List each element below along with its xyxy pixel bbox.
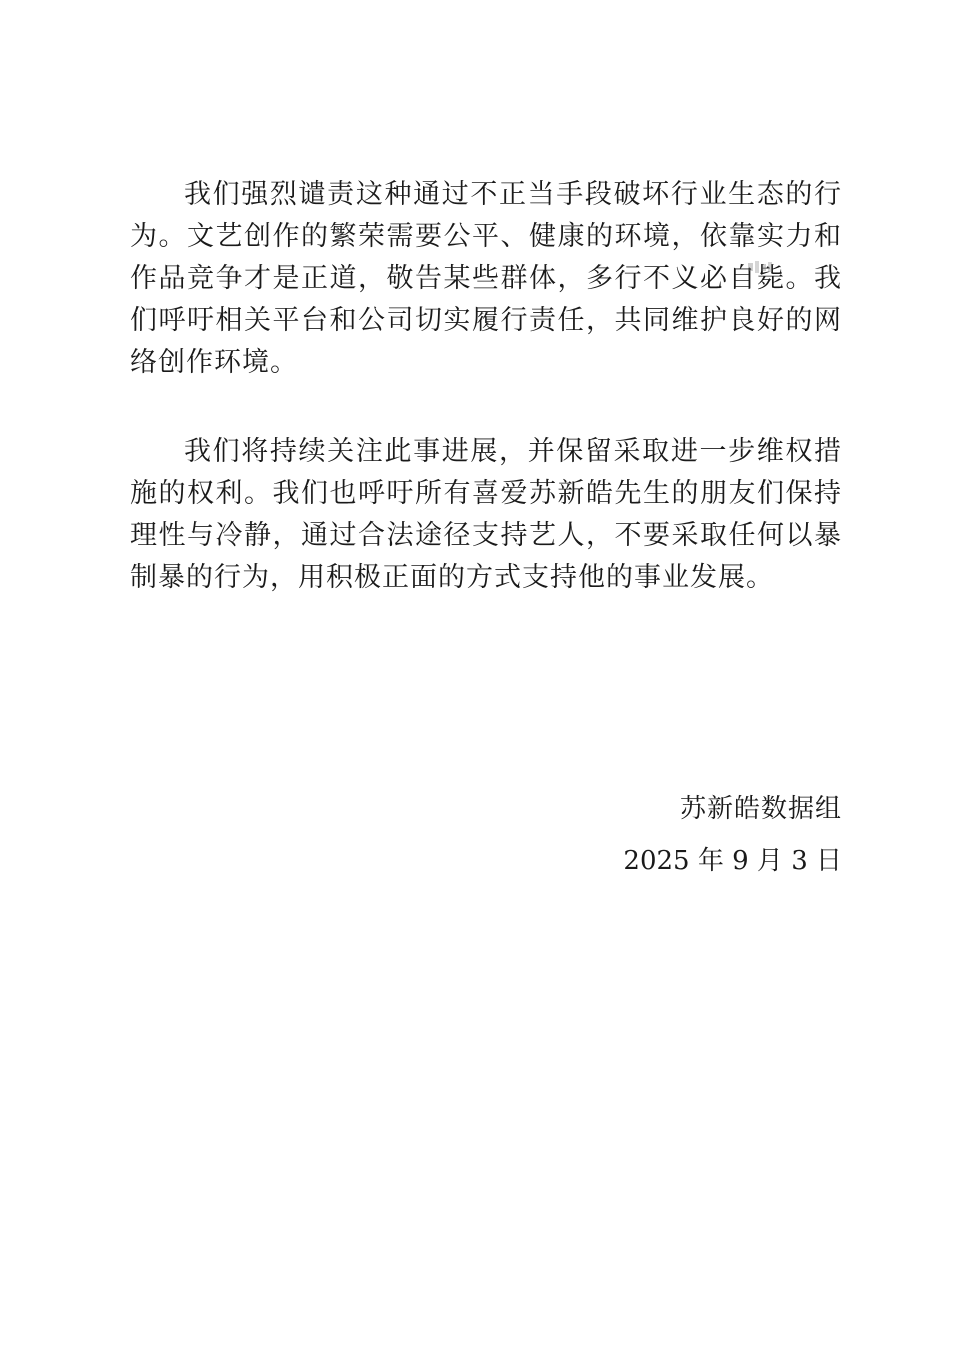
watermark-icon bbox=[747, 260, 773, 274]
statement-paragraph-1: 我们强烈谴责这种通过不正当手段破坏行业生态的行为。文艺创作的繁荣需要公平、健康的环境，依靠实力和作品竞争才是正道，敬告某些群体，多行不义必自毙。我们呼吁相关平台和公司切实履行责任，共同维护良好的网络创作环境。 bbox=[130, 179, 842, 378]
statement-paragraph-2: 我们将持续关注此事进展，并保留采取进一步维权措施的权利。我们也呼吁所有喜爱苏新皓先生的朋友们保持理性与冷静，通过合法途径支持艺人，不要采取任何以暴制暴的行为，用积极正面的方式支持他的事业发展。 bbox=[130, 436, 842, 593]
signature-organization: 苏新皓数据组 bbox=[679, 794, 842, 824]
signature-date: 2025 年 9 月 3 日 bbox=[623, 846, 842, 876]
